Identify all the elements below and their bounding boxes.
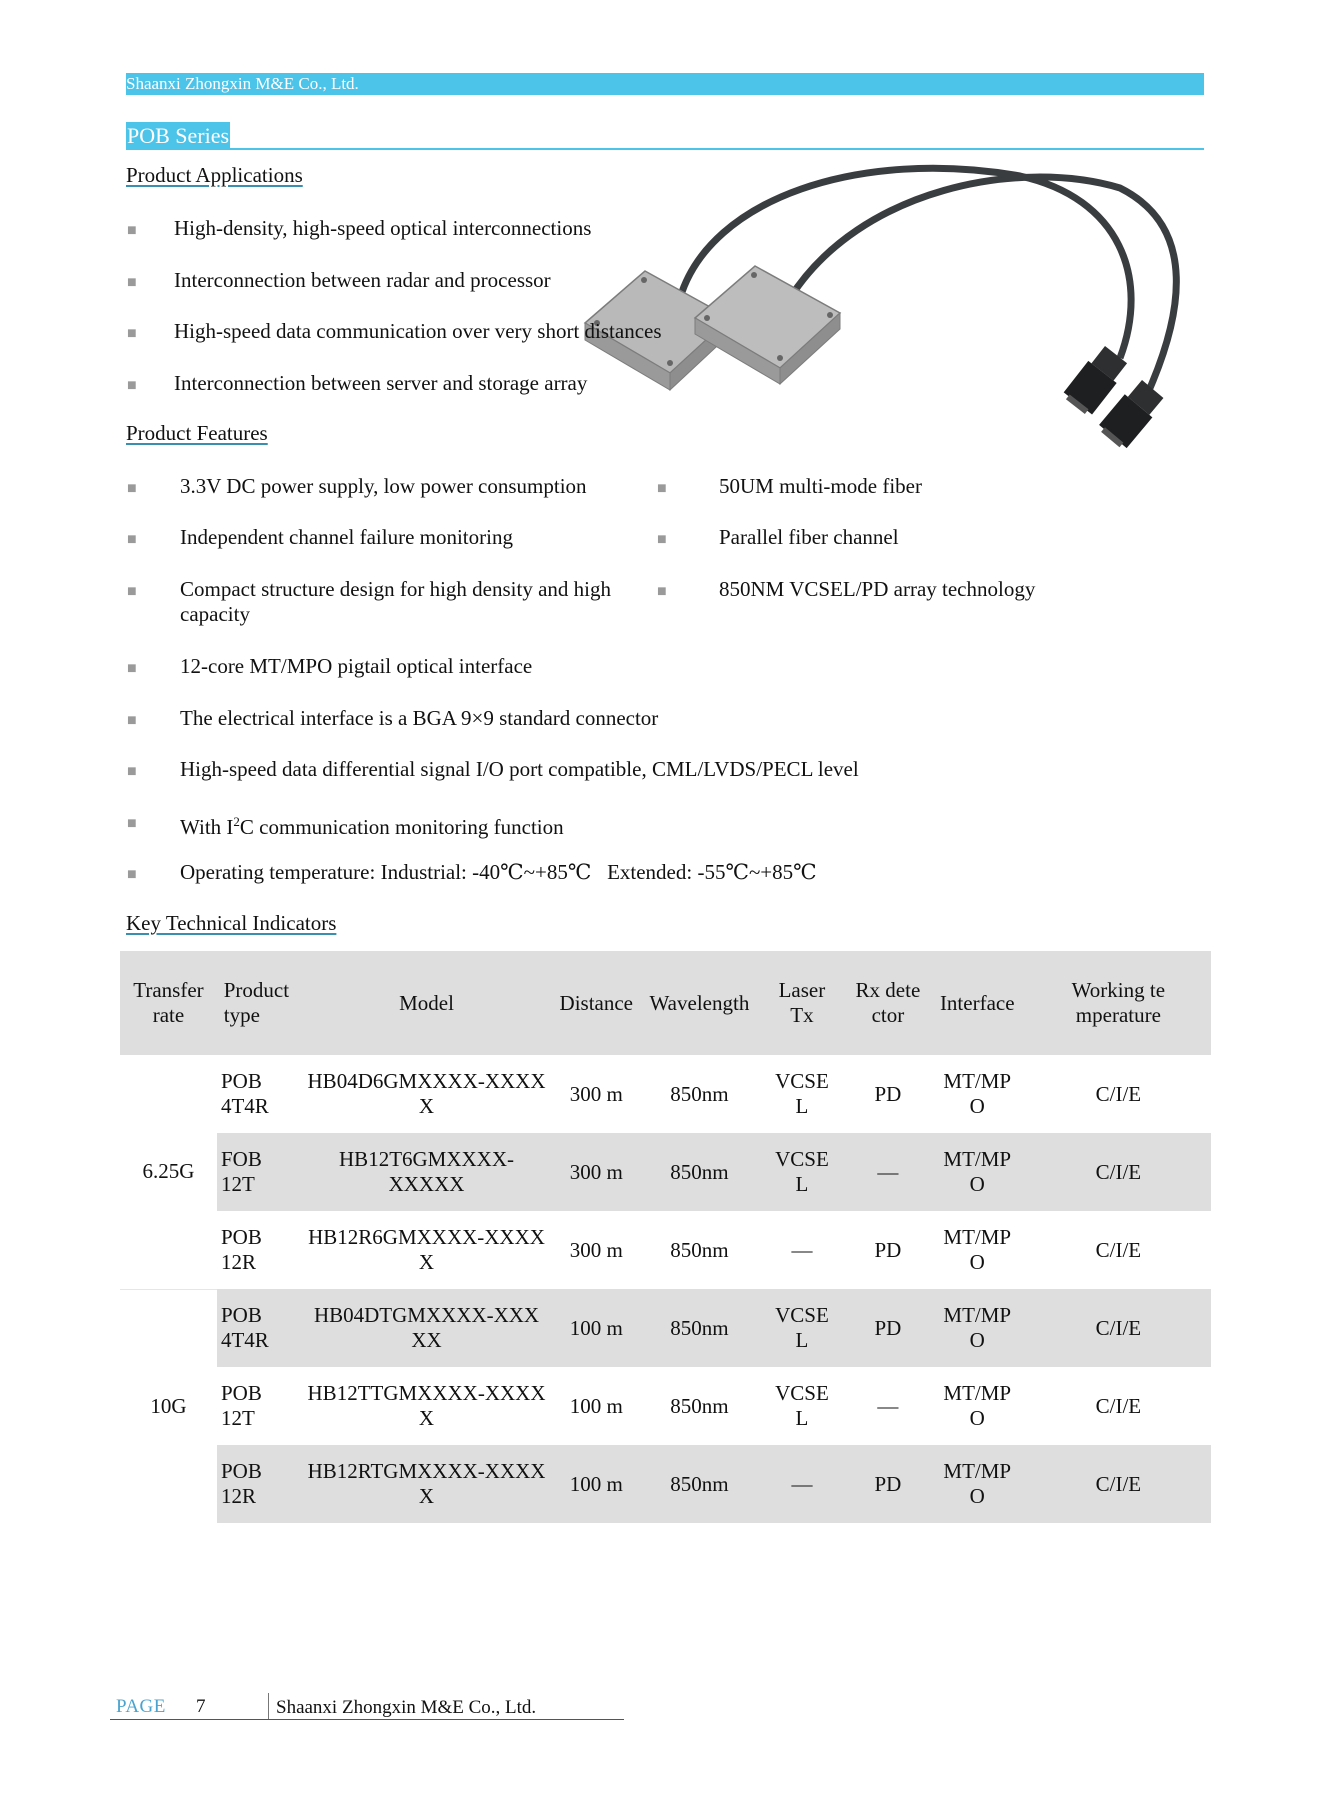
application-item: High-speed data communication over very short distances (174, 319, 662, 343)
feature-item-temperature: Operating temperature: Industrial: -40℃~+85℃ Extended: -55℃~+85℃ (180, 860, 817, 884)
wavelength-cell: 850nm (642, 1445, 757, 1523)
interface-cell: MT/MPO (929, 1289, 1026, 1367)
model-cell: HB04D6GMXXXX-XXXXX (307, 1069, 546, 1118)
product-type-cell: POB 12R (220, 1225, 262, 1274)
model-cell: HB04DTGMXXXX-XXXXX (303, 1289, 551, 1367)
col-header-distance: Distance (551, 951, 643, 1055)
bullet-icon: ■ (127, 480, 137, 497)
company-header-band (126, 73, 1204, 95)
application-item: Interconnection between server and storage array (174, 371, 588, 395)
application-item: High-density, high-speed optical interconnections (174, 216, 592, 240)
indicators-heading: Key Technical Indicators (126, 911, 337, 935)
bullet-icon: ■ (127, 222, 137, 239)
feature-item: Parallel fiber channel (719, 525, 899, 549)
feature-item: High-speed data differential signal I/O port compatible, CML/LVDS/PECL level (180, 757, 859, 781)
temp-cell: C/I/E (1026, 1289, 1211, 1367)
feature-item: 850NM VCSEL/PD array technology (719, 577, 1036, 601)
product-type-cell: POB 4T4R (217, 1289, 303, 1367)
interface-cell: MT/MPO (943, 1069, 1012, 1118)
rx-cell: — (877, 1393, 899, 1418)
feature-item: 50UM multi-mode fiber (719, 474, 922, 498)
wavelength-cell: 850nm (642, 1289, 757, 1367)
footer-rule (110, 1719, 624, 1720)
rx-cell: PD (874, 1237, 902, 1262)
laser-cell: VCSEL (757, 1133, 847, 1211)
model-cell: HB12TTGMXXXX-XXXXX (307, 1381, 546, 1430)
product-photo (560, 158, 1206, 470)
bullet-icon: ■ (127, 274, 137, 291)
bullet-icon: ■ (657, 480, 667, 497)
bullet-icon: ■ (127, 325, 137, 342)
interface-cell: MT/MPO (929, 1445, 1026, 1523)
distance-cell: 100 m (551, 1445, 643, 1523)
feature-item: 3.3V DC power supply, low power consumption (180, 474, 587, 498)
feature-item: 12-core MT/MPO pigtail optical interface (180, 654, 533, 678)
temp-cell: C/I/E (1026, 1133, 1211, 1211)
bullet-icon: ■ (127, 866, 137, 883)
application-item: Interconnection between radar and processor (174, 268, 551, 292)
product-type-cell: POB 4T4R (220, 1069, 269, 1118)
rx-cell: PD (874, 1081, 902, 1106)
table-row (120, 1055, 1211, 1133)
distance-cell: 100 m (569, 1393, 623, 1418)
footer-separator (268, 1693, 269, 1719)
bullet-icon: ■ (127, 377, 137, 394)
product-type-cell: FOB 12T (217, 1133, 303, 1211)
wavelength-cell: 850nm (670, 1237, 729, 1262)
feature-item: The electrical interface is a BGA 9×9 standard connector (180, 706, 659, 730)
bullet-icon: ■ (657, 531, 667, 548)
model-cell: HB12T6GMXXXX-XXXXX (303, 1133, 551, 1211)
rx-cell: — (847, 1133, 929, 1211)
features-heading: Product Features (126, 421, 268, 445)
wavelength-cell: 850nm (670, 1081, 729, 1106)
distance-cell: 300 m (569, 1237, 623, 1262)
col-header-model: Model (303, 951, 551, 1055)
product-type-cell: POB 12R (217, 1445, 303, 1523)
table-header-row (120, 951, 1211, 1055)
rate-cell: 6.25G (120, 1055, 217, 1289)
laser-cell: VCSEL (757, 1289, 847, 1367)
table-row (120, 1289, 1211, 1367)
applications-heading: Product Applications (126, 163, 303, 187)
col-header-laser-tx: Laser Tx (757, 951, 847, 1055)
wavelength-cell: 850nm (670, 1393, 729, 1418)
spec-table (120, 951, 1211, 1523)
interface-cell: MT/MPO (943, 1381, 1012, 1430)
col-header-transfer-rate: Transfer rate (120, 951, 217, 1055)
laser-cell: VCSEL (775, 1381, 829, 1430)
bullet-icon: ■ (127, 712, 137, 729)
table-row (120, 1367, 1211, 1445)
footer-company: Shaanxi Zhongxin M&E Co., Ltd. (276, 1697, 537, 1718)
feature-item-i2c: With $I^2C$ communication monitoring function (180, 814, 564, 839)
distance-cell: 300 m (569, 1081, 623, 1106)
temp-cell: C/I/E (1095, 1237, 1142, 1262)
rx-cell: PD (847, 1445, 929, 1523)
company-name-header: Shaanxi Zhongxin M&E Co., Ltd. (126, 74, 359, 93)
distance-cell: 300 m (551, 1133, 643, 1211)
series-title-rule (126, 148, 1204, 150)
temp-cell: C/I/E (1095, 1081, 1142, 1106)
bullet-icon: ■ (127, 583, 137, 600)
feature-item: Independent channel failure monitoring (180, 525, 513, 549)
series-title: POB Series (127, 123, 230, 148)
interface-cell: MT/MPO (943, 1225, 1012, 1274)
col-header-interface: Interface (929, 951, 1026, 1055)
col-header-working-temperature: Working temperature (1026, 951, 1211, 1055)
feature-item: Compact structure design for high density and high capacity (180, 577, 612, 626)
temp-cell: C/I/E (1026, 1445, 1211, 1523)
col-header-rx-detector: Rx detector (847, 951, 929, 1055)
rx-cell: PD (847, 1289, 929, 1367)
table-row (120, 1445, 1211, 1523)
bullet-icon: ■ (127, 763, 137, 780)
bullet-icon: ■ (127, 815, 137, 832)
table-row (120, 1211, 1211, 1289)
interface-cell: MT/MPO (929, 1133, 1026, 1211)
col-header-product-type: Product type (217, 951, 303, 1055)
bullet-icon: ■ (127, 660, 137, 677)
bullet-icon: ■ (657, 583, 667, 600)
temp-cell: C/I/E (1095, 1393, 1142, 1418)
col-header-wavelength: Wavelength (642, 951, 757, 1055)
laser-cell: — (791, 1237, 813, 1262)
model-cell: HB12R6GMXXXX-XXXXX (308, 1225, 545, 1274)
wavelength-cell: 850nm (642, 1133, 757, 1211)
model-cell: HB12RTGMXXXX-XXXXX (303, 1445, 551, 1523)
rate-cell: 10G (120, 1289, 217, 1523)
footer-page-label: PAGE (116, 1696, 166, 1717)
bullet-icon: ■ (127, 531, 137, 548)
product-type-cell: POB 12T (220, 1381, 262, 1430)
laser-cell: VCSEL (775, 1069, 829, 1118)
distance-cell: 100 m (551, 1289, 643, 1367)
table-row (120, 1133, 1211, 1211)
laser-cell: — (757, 1445, 847, 1523)
footer-page-number: 7 (196, 1696, 206, 1717)
